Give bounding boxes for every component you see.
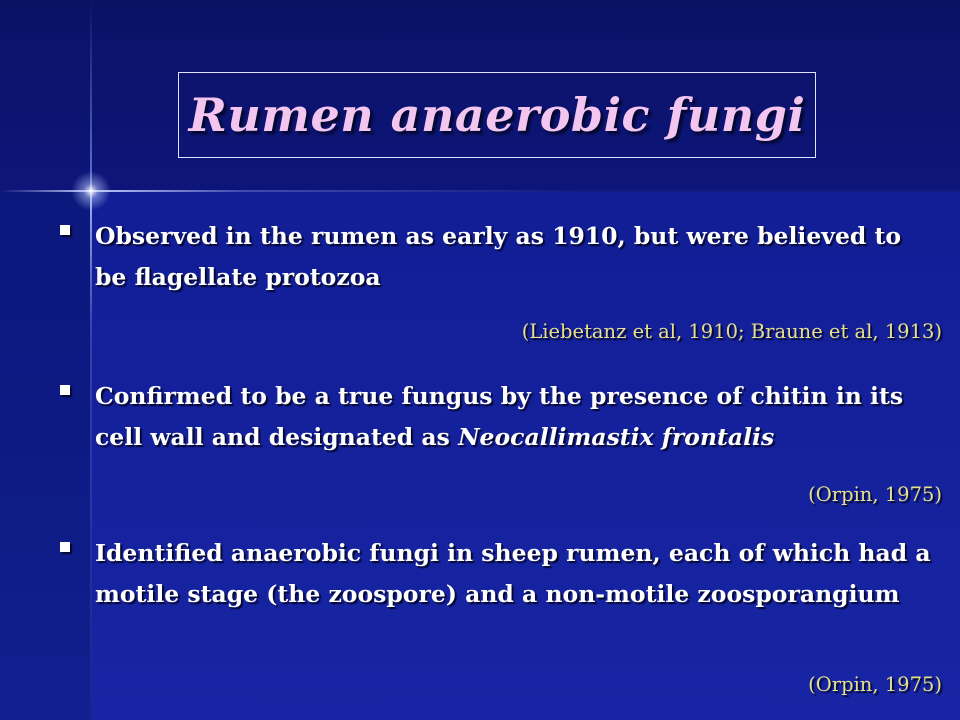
title-frame	[178, 72, 816, 158]
square-bullet-icon	[60, 225, 70, 235]
square-bullet-icon	[60, 542, 70, 552]
bullet-item	[60, 533, 940, 615]
bullet-text: Identified anaerobic fungi in sheep rumen, each of which had a motile stage (the zoospore) and a non-motile zoosporangium	[95, 539, 931, 608]
star-glow-icon	[71, 171, 111, 211]
bullet-text-part: Confirmed to be a true fungus by the presence of chitin in its cell wall and designated as	[95, 382, 904, 451]
bullet-item	[60, 216, 940, 298]
bullet-text: Observed in the rumen as early as 1910, but were believed to be flagellate protozoa	[95, 222, 902, 291]
bullet-text	[95, 376, 940, 458]
square-bullet-icon	[60, 385, 70, 395]
species-name: Neocallimastix frontalis	[458, 423, 775, 451]
slide-title: Rumen anaerobic fungi	[188, 88, 806, 142]
horizontal-accent-line	[0, 190, 960, 192]
citation: (Orpin, 1975)	[808, 673, 942, 696]
citation: (Orpin, 1975)	[808, 483, 942, 506]
bullet-item	[60, 376, 940, 458]
citation: (Liebetanz et al, 1910; Braune et al, 1913)	[521, 320, 942, 343]
